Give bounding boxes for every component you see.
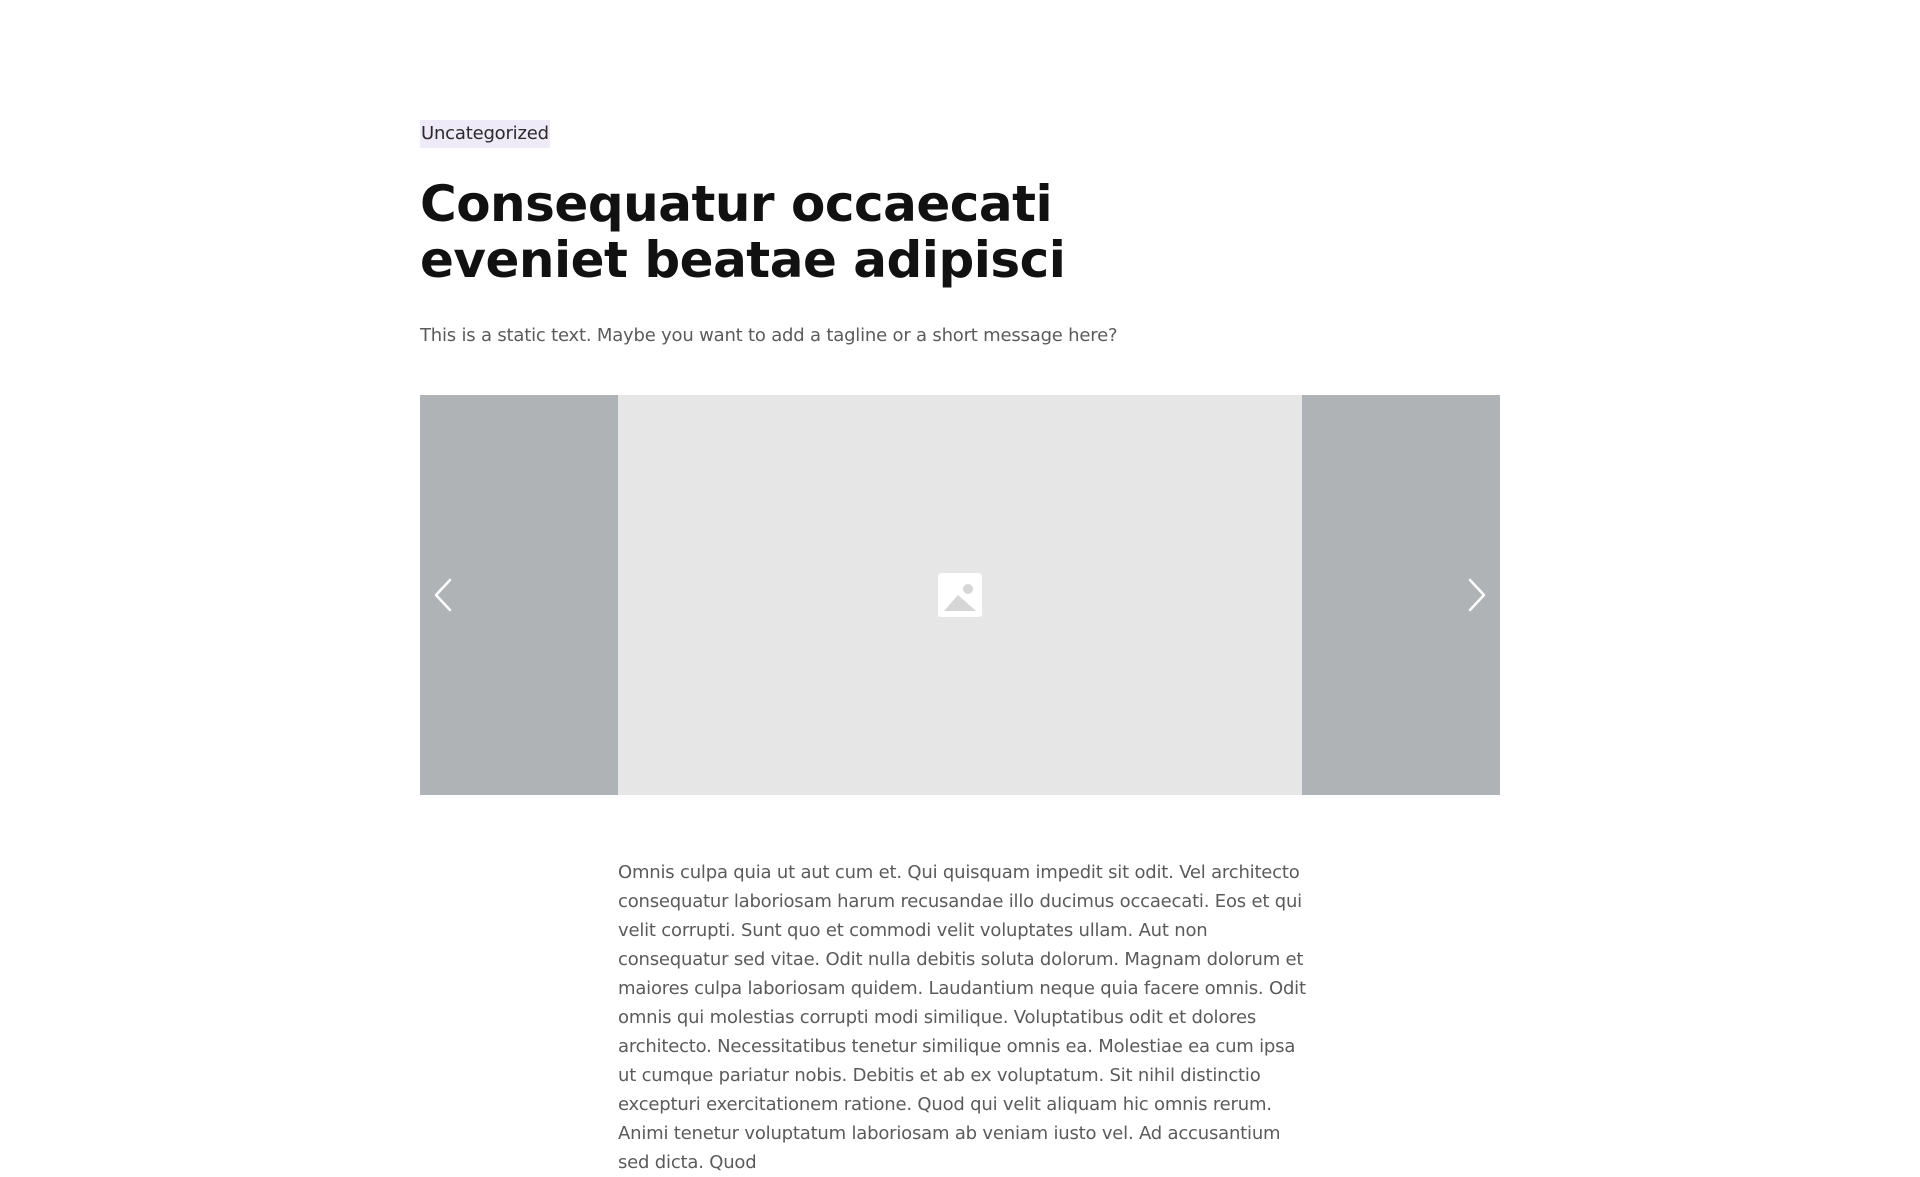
chevron-left-icon (428, 571, 460, 619)
carousel-slide-current (618, 395, 1302, 795)
carousel-prev-button[interactable] (428, 571, 460, 619)
post-title: Consequatur occaecati eveniet beatae adipisci (420, 175, 1066, 289)
image-carousel (420, 395, 1500, 795)
post-tagline: This is a static text. Maybe you want to add a tagline or a short message here? (420, 325, 1118, 346)
image-placeholder-icon (938, 573, 982, 617)
chevron-right-icon (1460, 571, 1492, 619)
post-body: Omnis culpa quia ut aut cum et. Qui quisquam impedit sit odit. Vel architecto consequatur laboriosam harum recusandae illo ducimus occaecati. Eos et qui velit corrupti. Sunt quo et commodi velit voluptates ullam. Aut non consequatur sed vitae. Odit nulla debitis soluta dolorum. Magnam dolorum et maiores culpa laboriosam quidem. Laudantium neque quia facere omnis. Odit omnis qui molestias corrupti modi similique. Voluptatibus odit et dolores architecto. Necessitatibus tenetur similique omnis ea. Molestiae ea cum ipsa ut cumque pariatur nobis. Debitis et ab ex voluptatum. Sit nihil distinctio excepturi exercitationem ratione. Quod qui velit aliquam hic omnis rerum. Animi tenetur voluptatum laboriosam ab veniam iusto vel. Ad accusantium sed dicta. Quod (618, 862, 1306, 1173)
category-tag[interactable]: Uncategorized (420, 120, 550, 148)
carousel-next-button[interactable] (1460, 571, 1492, 619)
